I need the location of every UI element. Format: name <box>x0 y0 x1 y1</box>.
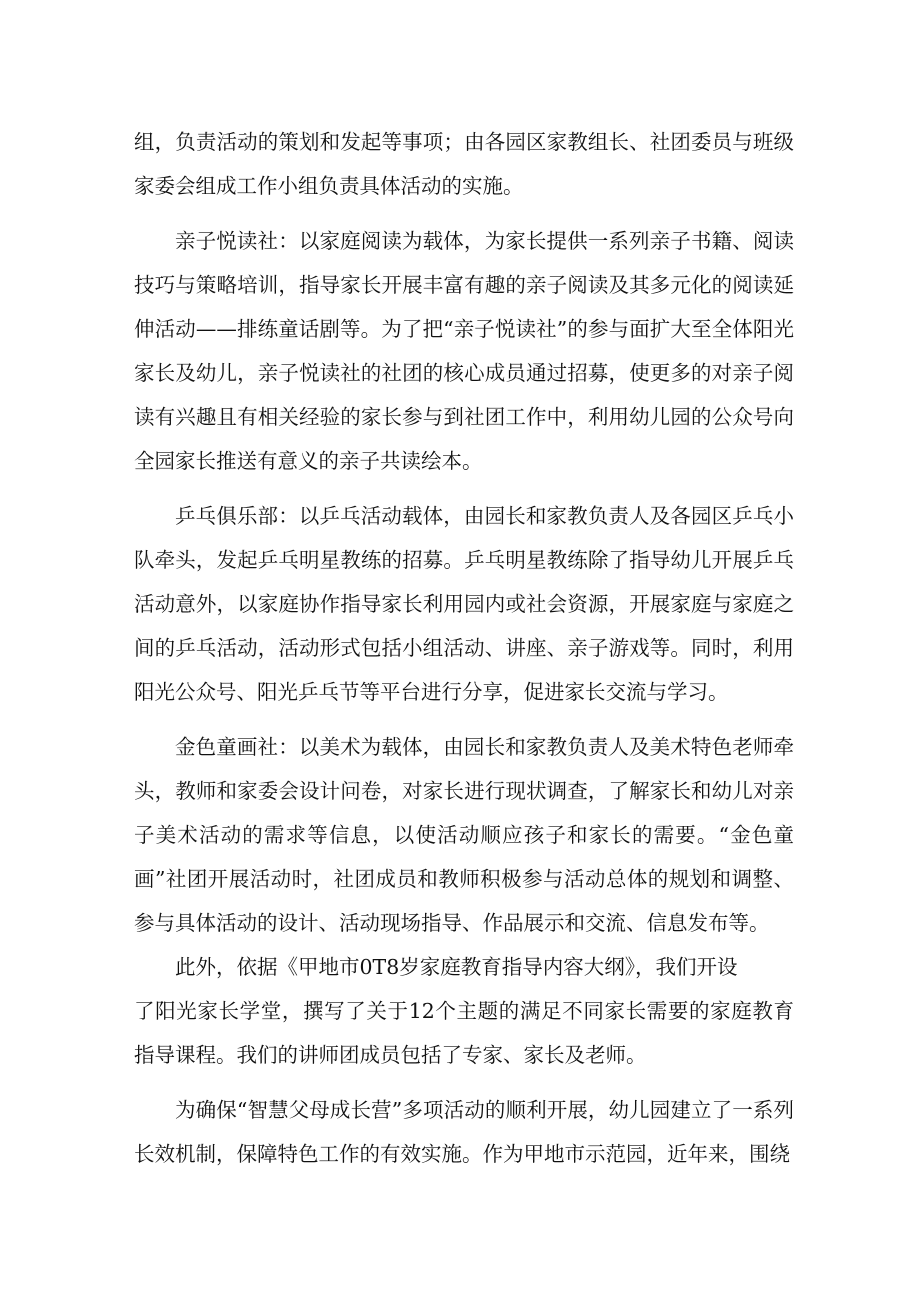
paragraph-mechanism: 为确保“智慧父母成长营”多项活动的顺利开展，幼儿园建立了一系列长效机制，保障特色工作的有效实施。作为甲地市示范园，近年来，围绕 <box>134 1098 794 1166</box>
paragraph-work-group: 组，负责活动的策划和发起等事项；由各园区家教组长、社团委员与班级家委会组成工作小组负责具体活动的实施。 <box>134 130 794 198</box>
paragraph-parent-school-courses: 了阳光家长学堂，撰写了关于12个主题的满足不同家长需要的家庭教育指导课程。我们的讲师团成员包括了专家、家长及老师。 <box>134 999 794 1067</box>
paragraph-parent-school-intro: 此外，依据《甲地市0T8岁家庭教育指导内容大纲》，我们开设 <box>175 955 738 979</box>
paragraph-art-club: 金色童画社：以美术为载体，由园长和家教负责人及美术特色老师牵头，教师和家委会设计问卷，对家长进行现状调查，了解家长和幼儿对亲子美术活动的需求等信息，以使活动顺应孩子和家长的需要。“金色童画”社团开展活动时，社团成员和教师积极参与活动总体的规划和调整、参与具体活动的设计、活动现场指导、作品展示和交流、信息发布等。 <box>134 735 794 935</box>
document-body <box>134 120 794 1176</box>
paragraph-reading-club: 亲子悦读社：以家庭阅读为载体，为家长提供一系列亲子书籍、阅读技巧与策略培训，指导家长开展丰富有趣的亲子阅读及其多元化的阅读延伸活动——排练童话剧等。为了把“亲子悦读社”的参与面扩大至全体阳光家长及幼儿，亲子悦读社的社团的核心成员通过招募，使更多的对亲子阅读有兴趣且有相关经验的家长参与到社团工作中，利用幼儿园的公众号向全园家长推送有意义的亲子共读绘本。 <box>134 229 794 473</box>
paragraph-pingpong-club: 乒乓俱乐部：以乒乓活动载体，由园长和家教负责人及各园区乒乓小队牵头，发起乒乓明星教练的招募。乒乓明星教练除了指导幼儿开展乒乓活动意外，以家庭协作指导家长利用园内或社会资源，开展家庭与家庭之间的乒乓活动，活动形式包括小组活动、讲座、亲子游戏等。同时，利用阳光公众号、阳光乒乓节等平台进行分享，促进家长交流与学习。 <box>134 504 794 704</box>
